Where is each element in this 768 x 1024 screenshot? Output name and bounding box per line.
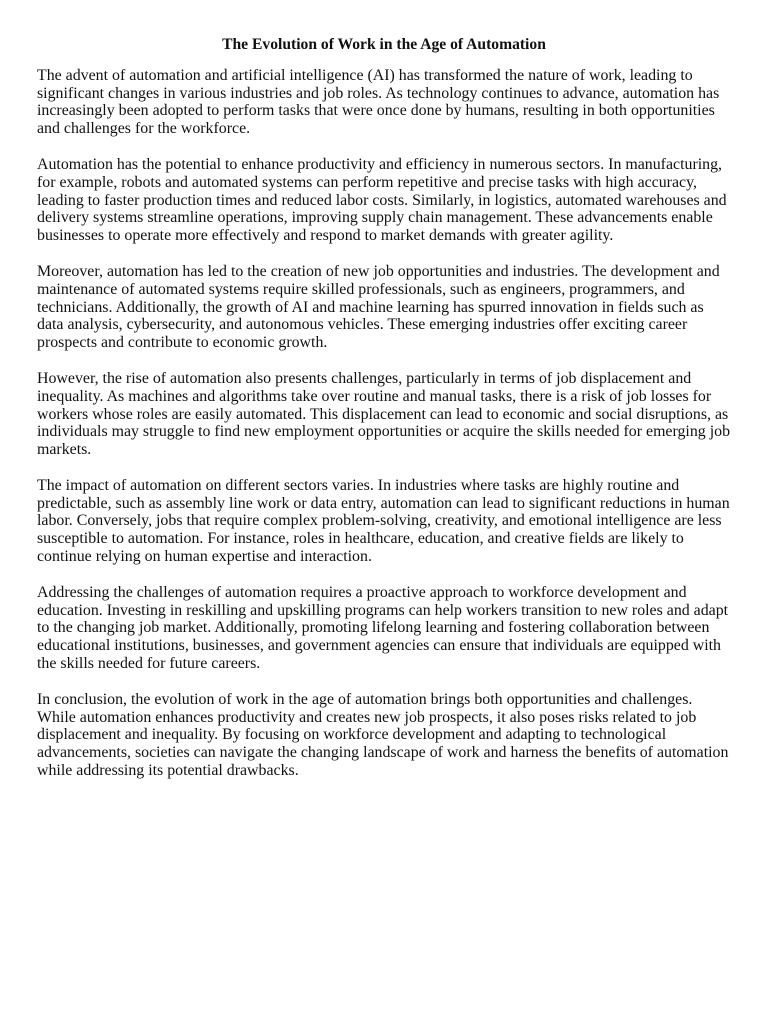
paragraph-sector-impact: The impact of automation on different sectors varies. In industries where tasks are highly routine and predictable, such as assembly line work or data entry, automation can lead to significant reductions in human labor. Conversely, jobs that require complex problem-solving, creativity, and emotional intelligence are less susceptible to automation. For instance, roles in healthcare, education, and creative fields are likely to continue relying on human expertise and interaction.: [37, 477, 730, 565]
paragraph-productivity: Automation has the potential to enhance productivity and efficiency in numerous sectors. In manufacturing, for example, robots and automated systems can perform repetitive and precise tasks with high accuracy, leading to faster production times and reduced labor costs. Similarly, in logistics, automated warehouses and delivery systems streamline operations, improving supply chain management. These advancements enable businesses to operate more effectively and respond to market demands with greater agility.: [37, 156, 727, 244]
paragraph-conclusion: In conclusion, the evolution of work in the age of automation brings both opportunities and challenges. While automation enhances productivity and creates new job prospects, it also poses risks related to job displacement and inequality. By focusing on workforce development and adapting to technological advancements, societies can navigate the changing landscape of work and harness the benefits of automation while addressing its potential drawbacks.: [37, 691, 729, 779]
paragraph-challenges: However, the rise of automation also presents challenges, particularly in terms of job displacement and inequality. As machines and algorithms take over routine and manual tasks, there is a risk of job losses for workers whose roles are easily automated. This displacement can lead to economic and social disruptions, as individuals may struggle to find new employment opportunities or acquire the skills needed for emerging job markets.: [37, 370, 731, 458]
paragraph-intro: The advent of automation and artificial intelligence (AI) has transformed the nature of work, leading to significant changes in various industries and job roles. As technology continues to advance, automation has increasingly been adopted to perform tasks that were once done by humans, resulting in both opportunities and challenges for the workforce.: [37, 67, 720, 137]
document-title: The Evolution of Work in the Age of Automation: [222, 36, 546, 53]
paragraph-new-jobs: Moreover, automation has led to the creation of new job opportunities and industries. The development and maintenance of automated systems require skilled professionals, such as engineers, programmers, and technicians. Additionally, the growth of AI and machine learning has spurred innovation in fields such as data analysis, cybersecurity, and autonomous vehicles. These emerging industries offer exciting career prospects and contribute to economic growth.: [37, 263, 720, 351]
paragraph-addressing-challenges: Addressing the challenges of automation requires a proactive approach to workforce development and education. Investing in reskilling and upskilling programs can help workers transition to new roles and adapt to the changing job market. Additionally, promoting lifelong learning and fostering collaboration between educational institutions, businesses, and government agencies can ensure that individuals are equipped with the skills needed for future careers.: [37, 584, 729, 672]
